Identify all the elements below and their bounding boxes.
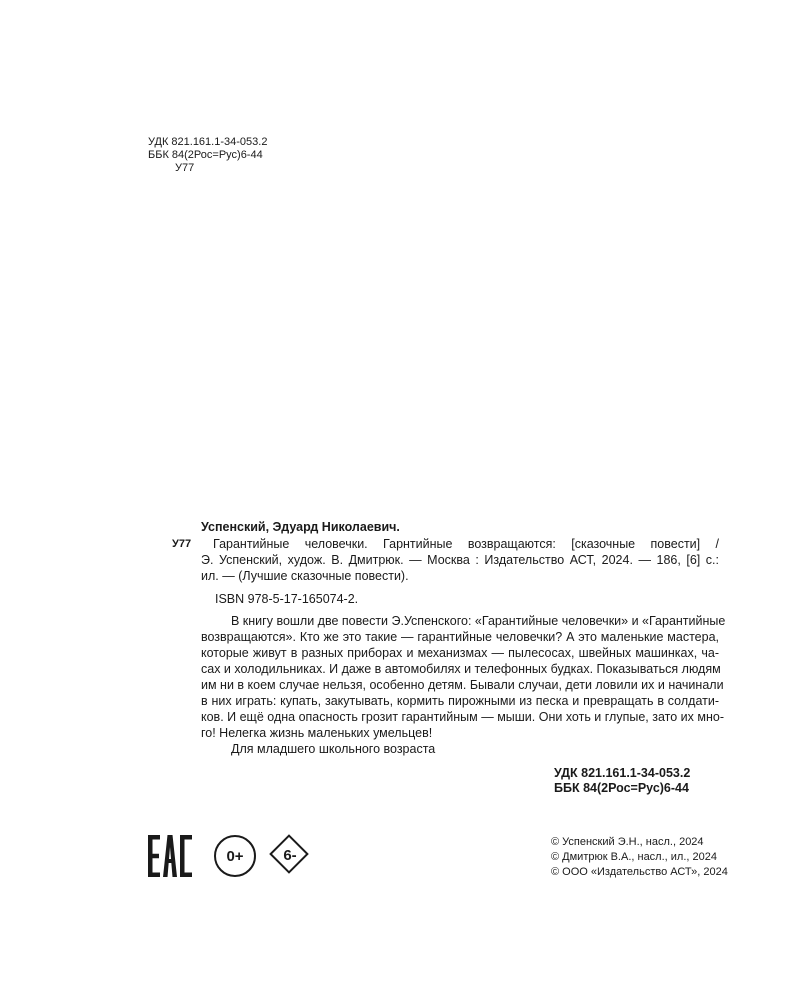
isbn: ISBN 978-5-17-165074-2. [215,592,359,606]
annotation-line: возвращаются». Кто же это такие — гарантийные человечки? А это маленькие мастера, [201,630,719,644]
catalog-title-block [201,536,719,584]
copyright-line: © ООО «Издательство АСТ», 2024 [551,866,728,878]
annotation-line: ков. И ещё одна опасность грозит гарантийным — мыши. Они хоть и глупые, зато их мно- [201,710,724,724]
bottom-udk: УДК 821.161.1-34-053.2 [554,766,691,780]
age-rating-circle: 0+ [214,835,256,877]
audience-note: Для младшего школьного возраста [231,742,436,756]
top-bbk: ББК 84(2Рос=Рус)6-44 [148,149,263,161]
eac-icon [148,833,194,879]
top-author-mark: У77 [175,162,195,174]
title-line: Э. Успенский, худож. В. Дмитрюк. — Москва : Издательство АСТ, 2024. — 186, [6] с.: [201,553,719,567]
annotation-line: сах и холодильниках. И даже в автомобилях и телефонных будках. Показываться людям [201,662,721,676]
annotation-line: им ни в коем случае нельзя, особенно детям. Бывали случаи, дети ловили их и начинали [201,678,724,692]
title-line: ил. — (Лучшие сказочные повести). [201,569,409,583]
annotation-line: го! Нелегка жизнь маленьких умельцев! [201,726,433,740]
annotation-line: В книгу вошли две повести Э.Успенского: «Гарантийные человечки» и «Гарантийные [231,614,726,628]
age-rating-diamond [268,833,312,877]
age-rating-diamond-label: 6- [283,846,297,864]
copyright-line: © Успенский Э.Н., насл., 2024 [551,836,704,848]
title-line: Гарантийные человечки. Гарнтийные возвращаются: [сказочные повести] / [213,537,719,551]
copyright-line: © Дмитрюк В.А., насл., ил., 2024 [551,851,717,863]
certification-marks [148,833,318,879]
annotation-line: в них играть: купать, закутывать, кормить пирожными из песка и превращать в солдати- [201,694,719,708]
annotation-line: которые живут в разных приборах и механизмах — пылесосах, швейных машинках, ча- [201,646,719,660]
catalog-author-mark: У77 [172,538,192,550]
bottom-bbk: ББК 84(2Рос=Рус)6-44 [554,781,689,795]
catalog-author: Успенский, Эдуард Николаевич. [201,520,400,534]
top-udk: УДК 821.161.1-34-053.2 [148,136,268,148]
annotation-block [201,613,726,757]
